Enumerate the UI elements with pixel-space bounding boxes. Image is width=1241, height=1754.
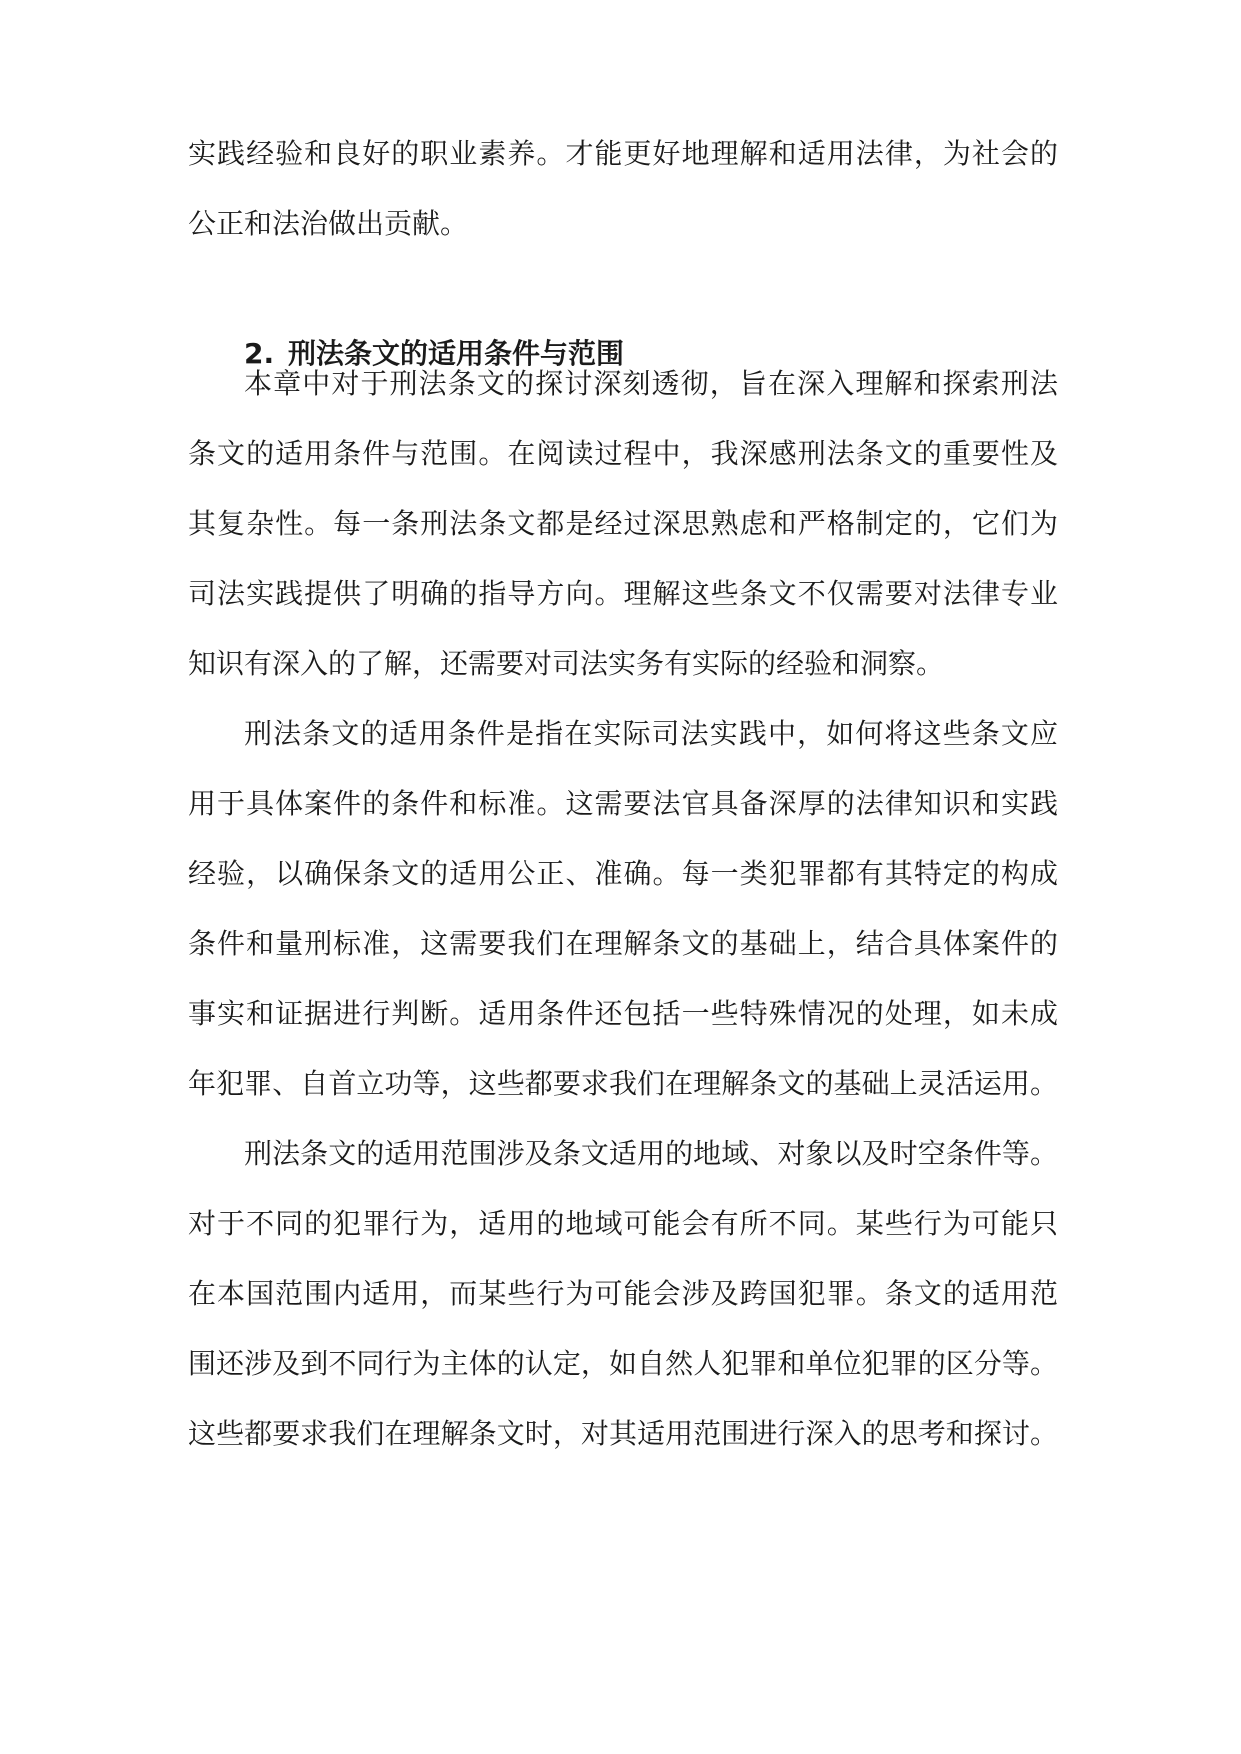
paragraph-3-line-4: 围还涉及到不同行为主体的认定，如自然人犯罪和单位犯罪的区分等。 [188, 1347, 1058, 1380]
paragraph-1-line-1: 本章中对于刑法条文的探讨深刻透彻，旨在深入理解和探索刑法 [244, 367, 1058, 400]
paragraph-2-line-4: 条件和量刑标准，这需要我们在理解条文的基础上，结合具体案件的 [188, 927, 1058, 960]
intro-line-1: 实践经验和良好的职业素养。才能更好地理解和适用法律，为社会的 [188, 137, 1058, 170]
paragraph-1-line-3: 其复杂性。每一条刑法条文都是经过深思熟虑和严格制定的，它们为 [188, 507, 1058, 540]
paragraph-2-line-2: 用于具体案件的条件和标准。这需要法官具备深厚的法律知识和实践 [188, 787, 1058, 820]
intro-line-2: 公正和法治做出贡献。 [188, 207, 469, 240]
paragraph-3-line-3: 在本国范围内适用，而某些行为可能会涉及跨国犯罪。条文的适用范 [188, 1277, 1058, 1310]
paragraph-2-line-6: 年犯罪、自首立功等，这些都要求我们在理解条文的基础上灵活运用。 [188, 1067, 1058, 1100]
section-number: 2. [244, 337, 275, 370]
section-title: 刑法条文的适用条件与范围 [288, 337, 625, 370]
paragraph-3-line-5: 这些都要求我们在理解条文时，对其适用范围进行深入的思考和探讨。 [188, 1417, 1058, 1450]
paragraph-2-line-5: 事实和证据进行判断。适用条件还包括一些特殊情况的处理，如未成 [188, 997, 1058, 1030]
paragraph-1-line-5: 知识有深入的了解，还需要对司法实务有实际的经验和洞察。 [188, 647, 945, 680]
paragraph-1-line-4: 司法实践提供了明确的指导方向。理解这些条文不仅需要对法律专业 [188, 577, 1058, 610]
paragraph-3-line-2: 对于不同的犯罪行为，适用的地域可能会有所不同。某些行为可能只 [188, 1207, 1058, 1240]
paragraph-3-line-1: 刑法条文的适用范围涉及条文适用的地域、对象以及时空条件等。 [244, 1137, 1058, 1170]
paragraph-2-line-3: 经验，以确保条文的适用公正、准确。每一类犯罪都有其特定的构成 [188, 857, 1058, 890]
paragraph-2-line-1: 刑法条文的适用条件是指在实际司法实践中，如何将这些条文应 [244, 717, 1058, 750]
paragraph-1-line-2: 条文的适用条件与范围。在阅读过程中，我深感刑法条文的重要性及 [188, 437, 1058, 470]
